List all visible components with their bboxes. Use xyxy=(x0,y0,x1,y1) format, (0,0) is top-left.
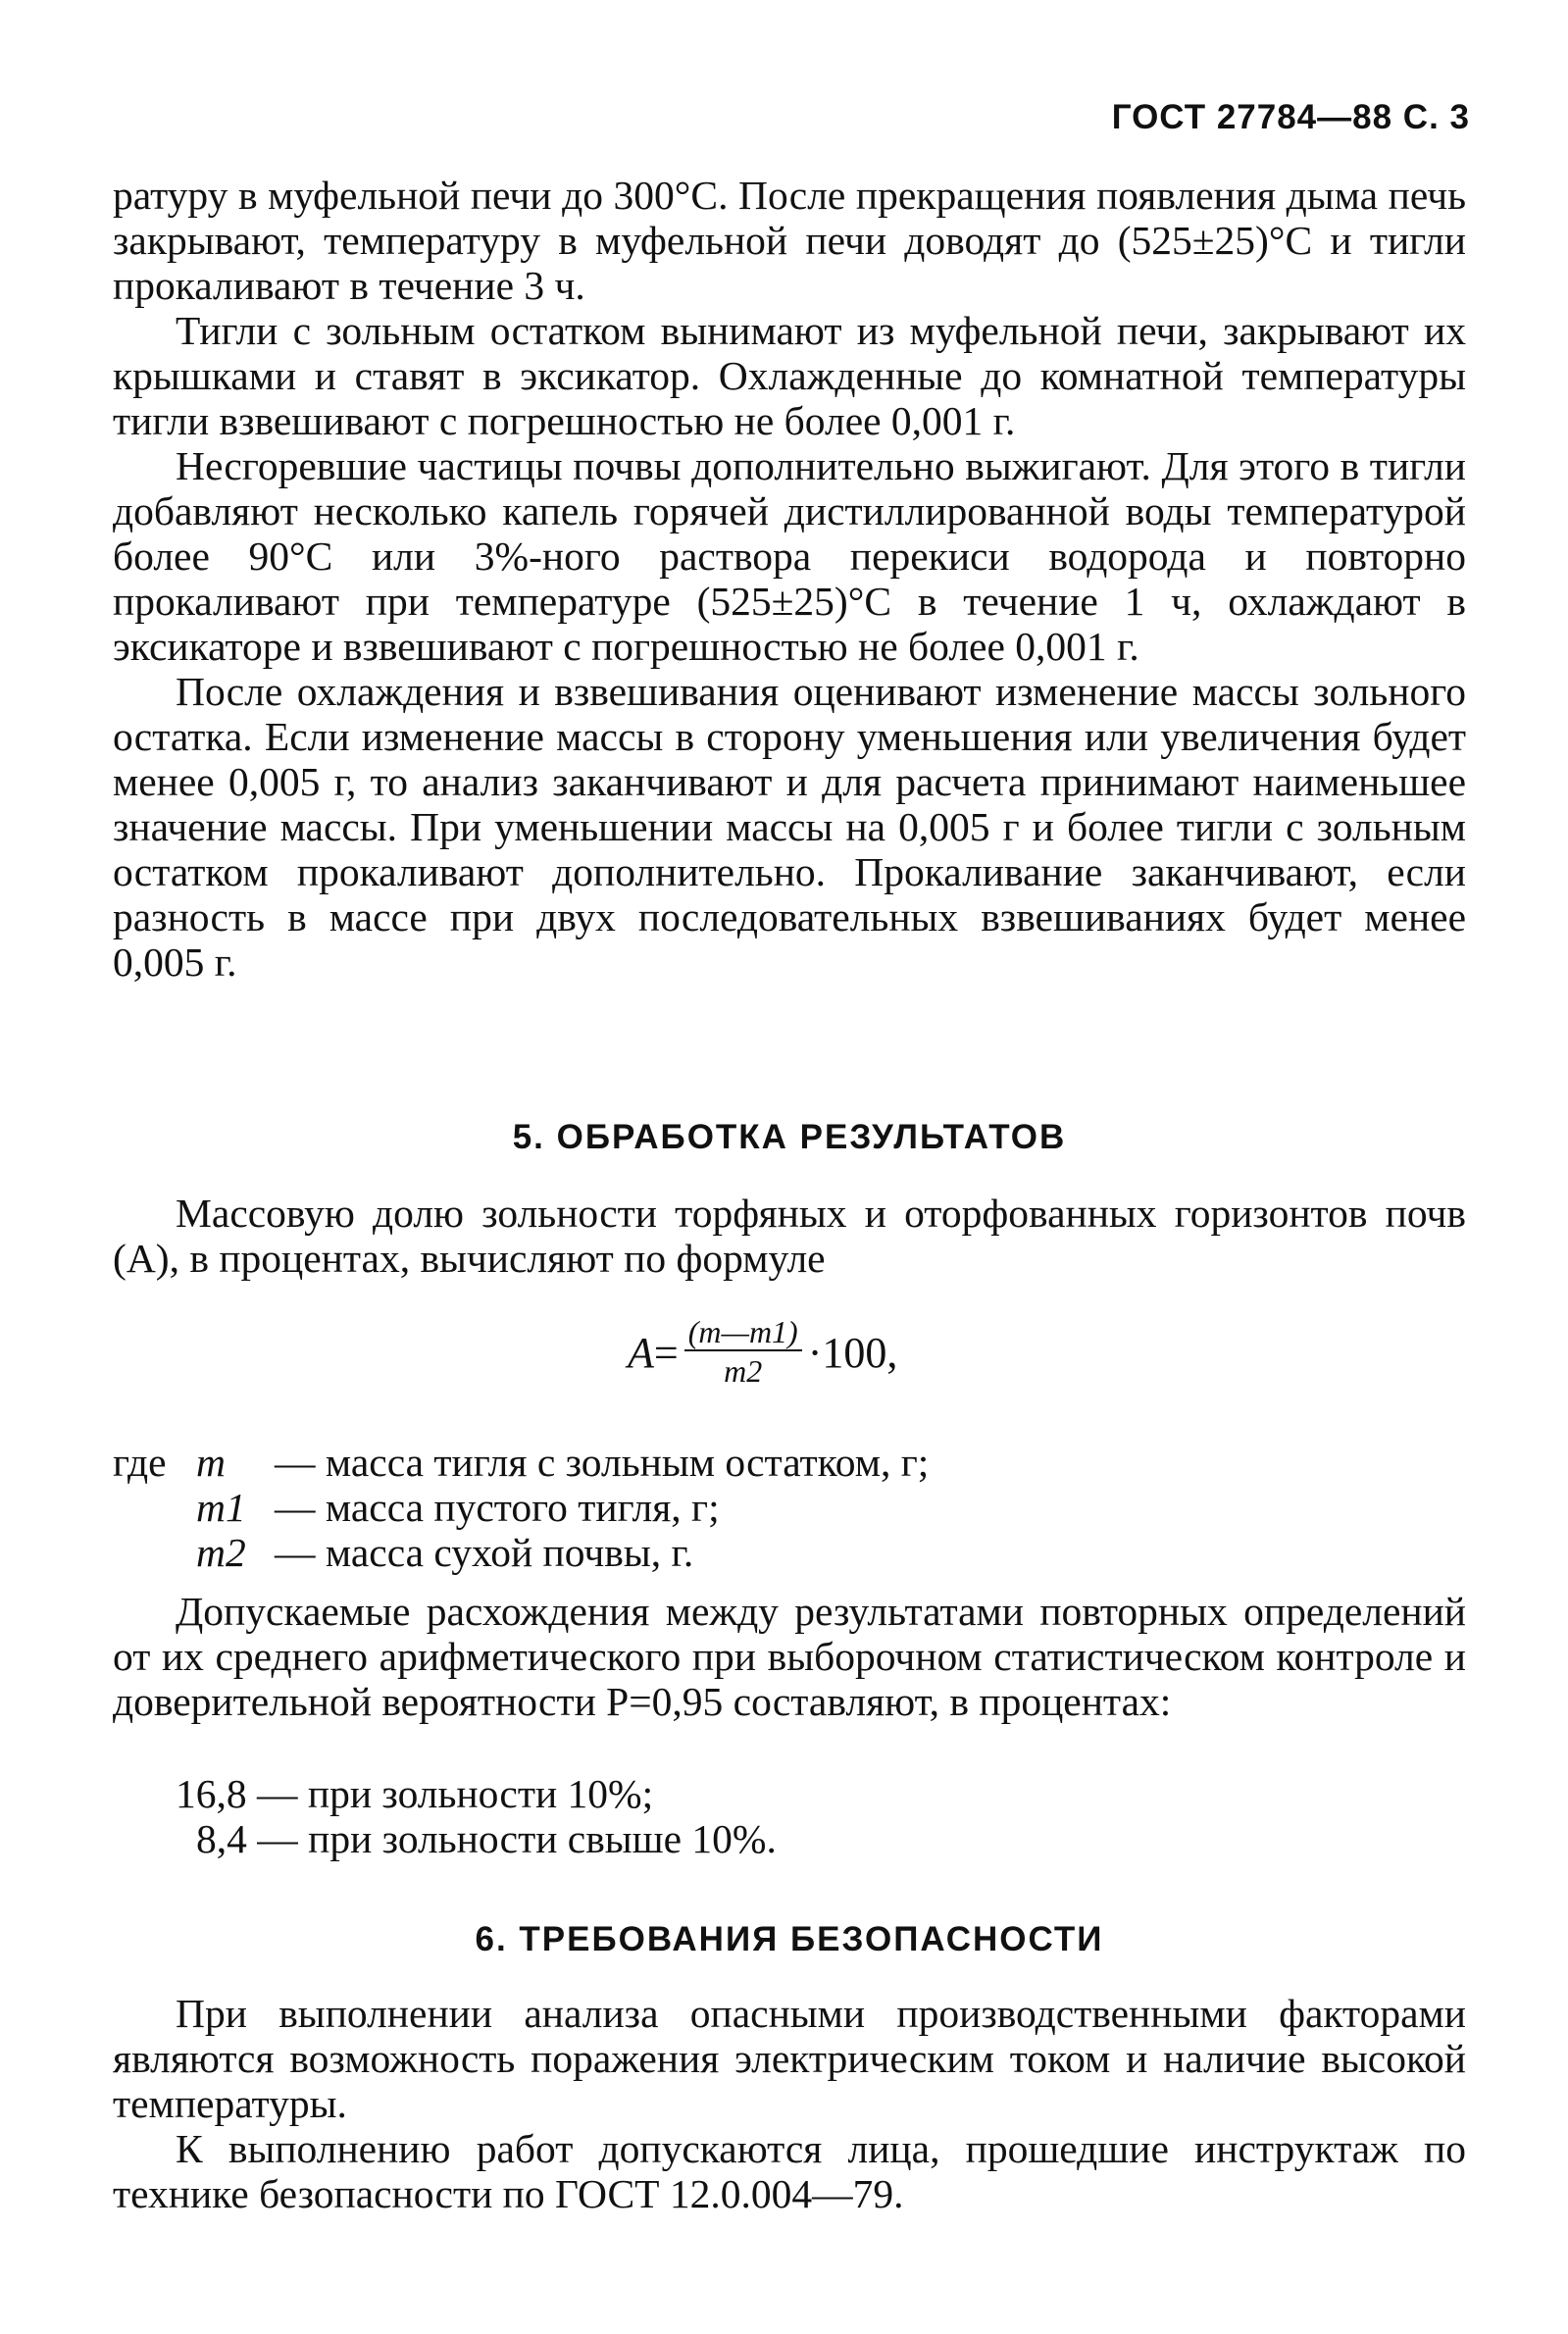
formula-numerator: (m—m1) xyxy=(684,1314,802,1351)
legend-text: — масса пустого тигля, г; xyxy=(275,1485,720,1530)
legend-row xyxy=(113,1485,1466,1530)
section-6-body xyxy=(113,1991,1466,2216)
tolerance-text: Допускаемые расхождения между результатами повторных определений от их среднего арифметического при выборочном статистическом контроле и доверительной вероятности P=0,95 составляют, в процентах: xyxy=(113,1589,1466,1724)
section-5-intro-block xyxy=(113,1191,1466,1281)
paragraph-instruction: К выполнению работ допускаются лица, прошедшие инструктаж по технике безопасности по ГОСТ 12.0.004—79. xyxy=(113,2126,1466,2216)
paragraph-reburn: Несгоревшие частицы почвы дополнительно выжигают. Для этого в тигли добавляют несколько капель горячей дистиллированной воды температурой более 90°С или 3%-ного раствора перекиси водорода и повторно прокаливают при температуре (525±25)°С в течение 1 ч, охлаждают в эксикаторе и взвешивают с погрешностью не более 0,001 г. xyxy=(113,443,1466,669)
legend-lead: где xyxy=(113,1440,167,1485)
formula-legend xyxy=(113,1440,1466,1575)
paragraph-continuation: ратуру в муфельной печи до 300°С. После прекращения появления дыма печь закрывают, температуру в муфельной печи доводят до (525±25)°С и тигли прокаливают в течение 3 ч. xyxy=(113,173,1466,308)
section-5-intro: Массовую долю зольности торфяных и оторфованных горизонтов почв (A), в процентах, вычисляют по формуле xyxy=(113,1191,1466,1281)
formula-fraction xyxy=(684,1314,802,1391)
legend-row xyxy=(113,1440,1466,1485)
section-6-title: 6. ТРЕБОВАНИЯ БЕЗОПАСНОСТИ xyxy=(475,1920,1104,1958)
formula-lhs: A xyxy=(628,1328,654,1377)
paragraph-mass-check: После охлаждения и взвешивания оценивают изменение массы зольного остатка. Если изменение массы в сторону уменьшения или увеличения будет менее 0,005 г, то анализ заканчивают и для расчета принимают наименьшее значение массы. При уменьшении массы на 0,005 г и более тигли с зольным остатком прокаливают дополнительно. Прокаливание заканчивают, если разность в массе при двух последовательных взвешиваниях будет менее 0,005 г. xyxy=(113,669,1466,985)
list-item: 16,8 — при зольности 10%; xyxy=(176,1771,654,1816)
legend-row xyxy=(113,1530,1466,1575)
running-header: ГОСТ 27784—88 С. 3 xyxy=(1111,98,1470,136)
formula-tail: ·100, xyxy=(807,1328,898,1377)
legend-text: — масса сухой почвы, г. xyxy=(275,1530,694,1575)
legend-text: — масса тигля с зольным остатком, г; xyxy=(275,1440,930,1485)
tolerance-list xyxy=(113,1771,1466,1861)
formula-equals: = xyxy=(653,1328,679,1377)
legend-symbol: m2 xyxy=(196,1530,246,1575)
section-5-title: 5. ОБРАБОТКА РЕЗУЛЬТАТОВ xyxy=(512,1118,1067,1156)
list-item: 8,4 — при зольности свыше 10%. xyxy=(196,1816,777,1861)
paragraph-hazards: При выполнении анализа опасными производственными факторами являются возможность поражения электрическим током и наличие высокой температуры. xyxy=(113,1991,1466,2126)
legend-symbol: m1 xyxy=(196,1485,246,1530)
formula-denominator: m2 xyxy=(724,1353,763,1389)
paragraph-crucibles: Тигли с зольным остатком вынимают из муфельной печи, закрывают их крышками и ставят в эксикатор. Охлажденные до комнатной температуры тигли взвешивают с погрешностью не более 0,001 г. xyxy=(113,308,1466,443)
ash-formula xyxy=(628,1314,897,1391)
procedure-text xyxy=(113,173,1466,985)
legend-symbol: m xyxy=(196,1440,226,1485)
tolerance-block xyxy=(113,1589,1466,1724)
